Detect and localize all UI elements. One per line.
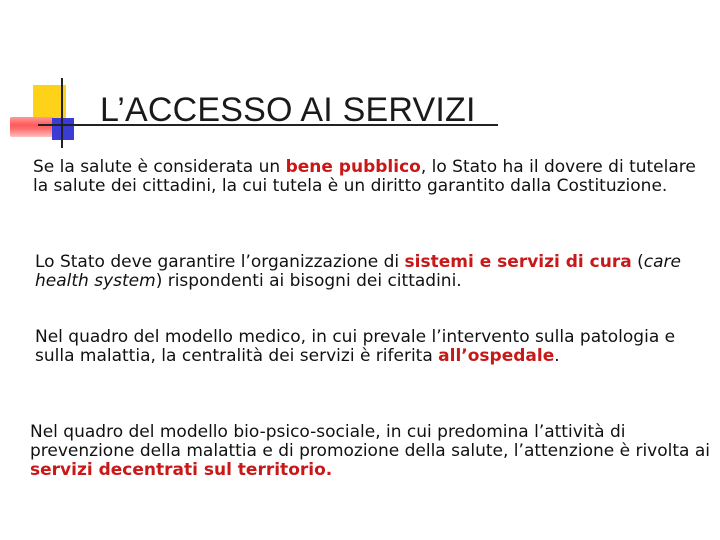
decoration-blue-square bbox=[52, 118, 74, 140]
paragraph-text: Nel quadro del modello medico, in cui prevale l’intervento sulla patologia e sulla malattia, la centralità dei servizi è riferita bbox=[35, 327, 676, 366]
italic-text: care health system bbox=[35, 252, 681, 291]
paragraph-text: Lo Stato deve garantire l’organizzazione di bbox=[35, 252, 405, 272]
highlight-text: all’ospedale bbox=[438, 346, 555, 366]
paragraph-bene-pubblico bbox=[33, 158, 713, 196]
paragraph-text: Se la salute è considerata un bbox=[33, 157, 286, 177]
paragraph-modello-medico bbox=[35, 328, 715, 366]
paragraph-text: ( bbox=[631, 252, 644, 272]
highlight-text: sistemi e servizi di cura bbox=[404, 252, 632, 272]
paragraph-text: ) rispondenti ai bisogni dei cittadini. bbox=[155, 271, 462, 291]
paragraph-sistemi-servizi bbox=[35, 253, 715, 291]
decoration-vertical-line bbox=[61, 78, 63, 148]
decoration-red-bar bbox=[10, 117, 54, 137]
paragraph-text: Nel quadro del modello bio-psico-sociale, in cui predomina l’attività di prevenzione della malattia e di promozione della salute, l’attenzione è rivolta ai bbox=[30, 422, 710, 461]
paragraph-bio-psico-sociale bbox=[30, 423, 716, 480]
highlight-text: servizi decentrati sul territorio. bbox=[30, 460, 333, 480]
paragraph-text: . bbox=[554, 346, 560, 366]
slide-title: L’ACCESSO AI SERVIZI bbox=[100, 91, 476, 129]
highlight-text: bene pubblico bbox=[285, 157, 421, 177]
paragraph-text: , lo Stato ha il dovere di tutelare la salute dei cittadini, la cui tutela è un diritto garantito dalla Costituzione. bbox=[33, 157, 696, 196]
